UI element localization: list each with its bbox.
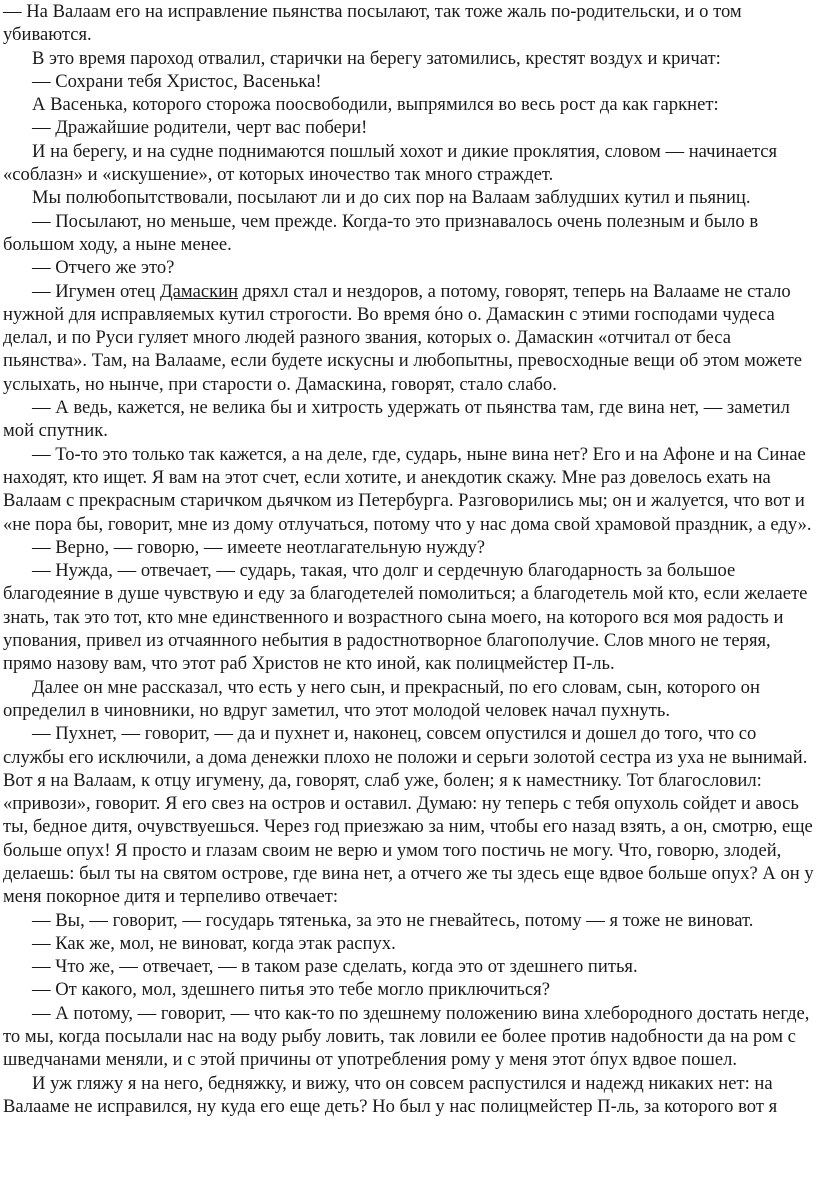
paragraph: — Как же, мол, не виноват, когда этак распух.	[32, 932, 396, 954]
paragraph: — Нужда, — отвечает, — сударь, такая, что долг и сердечную благодарность за большое благодеяние в душе чувствую и еду за благодетелей помолиться; а благодетель мой кто, если желаете знать, так это тот, кто мне единственного и возрастного сына моего, на которого вся моя радость и упования, привел из отчаянного небытия в радостнотворное благополучие. Слов много не теряя, прямо назову вам, что этот раб Христов не кто иной, как полицмейстер П-ль.	[3, 560, 808, 675]
paragraph: — А потому, — говорит, — что как-то по здешнему положению вина хлебородного достать негде, то мы, когда посылали нас на воду рыбу ловить, так ловили ее более против надобности да на ром с шведчанами меняли, и с этой причины от употребления рому у меня этот óпух вдвое пошел.	[3, 1002, 810, 1071]
paragraph: — Вы, — говорит, — государь тятенька, за это не гневайтесь, потому — я тоже не виноват.	[32, 909, 754, 931]
paragraph: А Васенька, которого сторожа поосвободили, выпрямился во весь рост да как гаркнет:	[32, 94, 719, 116]
paragraph: — То-то это только так кажется, а на деле, где, сударь, ныне вина нет? Его и на Афоне и на Синае находят, кто ищет. Я вам на этот счет, если хотите, и анекдотик скажу. Мне раз довелось ехать на Валаам с прекрасным старичком дьячком из Петербурга. Разговорились мы; он и жалуется, что вот и «не пора бы, говорит, мне из дому отлучаться, потому что у нас дома свой храмовой праздник, а еду».	[3, 443, 812, 535]
paragraph: — Пухнет, — говорит, — да и пухнет и, наконец, совсем опустился и дошел до того, что со службы его исключили, а дома денежки плохо не положи и серьги золотой сестра из уха не вынимай. Вот я на Валаам, к отцу игумену, да, говорят, слаб уже, болен; я к наместнику. Тот благословил: «привози», говорит. Я его свез на остров и оставил. Думаю: ну теперь с тебя опухоль сойдет и авось ты, бедное дитя, очувствуешься. Через год приезжаю за ним, чтобы его назад взять, а он, смотрю, еще больше опух! Я просто и глазам своим не верю и умом того постичь не могу. Что, говорю, злодей, делаешь: был ты на святом острове, где вина нет, а отчего же ты здесь еще вдвое больше опух? А он у меня покорное дитя и терпеливо отвечает:	[3, 723, 814, 908]
paragraph-with-link	[3, 280, 815, 396]
damaskin-link[interactable]: Дамаскин	[160, 280, 239, 302]
paragraph: Далее он мне рассказал, что есть у него сын, и прекрасный, по его словам, сын, которого он определил в чиновники, но вдруг заметил, что этот молодой человек начал пухнуть.	[3, 676, 760, 721]
paragraph: — Что же, — отвечает, — в таком разе сделать, когда это от здешнего питья.	[32, 956, 638, 978]
paragraph: — Сохрани тебя Христос, Васенька!	[32, 70, 322, 92]
paragraph: — Дражайшие родители, черт вас побери!	[32, 117, 368, 139]
paragraph: — А ведь, кажется, не велика бы и хитрость удержать от пьянства там, где вина нет, — заметил мой спутник.	[3, 397, 790, 442]
paragraph: — На Валаам его на исправление пьянства посылают, так тоже жаль по-родительски, и о том убиваются.	[3, 1, 742, 46]
paragraph: — Отчего же это?	[32, 257, 175, 279]
paragraph: И уж гляжу я на него, бедняжку, и вижу, что он совсем распустился и надежд никаких нет: на Валааме не исправился, ну куда его еще деть? Но был у нас полицмейстер П-ль, за которого вот я	[3, 1072, 778, 1117]
paragraph-text: дряхл стал и нездоров, а потому, говорят, теперь на Валааме не стало нужной для исправляемых кутил строгости. Во время óно о. Дамаскин с этими господами чудеса делал, и по Руси гуляет много людей разного звания, которых о. Дамаскин «отчитал от беса пьянства». Там, на Валааме, если будете искусны и любопытны, превосходные вещи об этом можете услыхать, но нынче, при старости о. Дамаскина, говорят, стало слабо.	[3, 280, 802, 395]
paragraph: И на берегу, и на судне поднимаются пошлый хохот и дикие проклятия, словом — начинается «соблазн» и «искушение», от которых иночество так много страждет.	[3, 140, 778, 186]
paragraph-text: — Игумен отец	[32, 280, 160, 302]
paragraph: Мы полюбопытствовали, посылают ли и до сих пор на Валаам заблудших кутил и пьяниц.	[32, 187, 751, 209]
paragraph: — Посылают, но меньше, чем прежде. Когда-то это признавалось очень полезным и было в большом ходу, а ныне менее.	[3, 210, 759, 255]
paragraph: — От какого, мол, здешнего питья это тебе могло приключиться?	[32, 979, 550, 1001]
paragraph: В это время пароход отвалил, старички на берегу затомились, крестят воздух и кричат:	[32, 47, 721, 69]
paragraph: — Верно, — говорю, — имеете неотлагательную нужду?	[32, 536, 485, 558]
